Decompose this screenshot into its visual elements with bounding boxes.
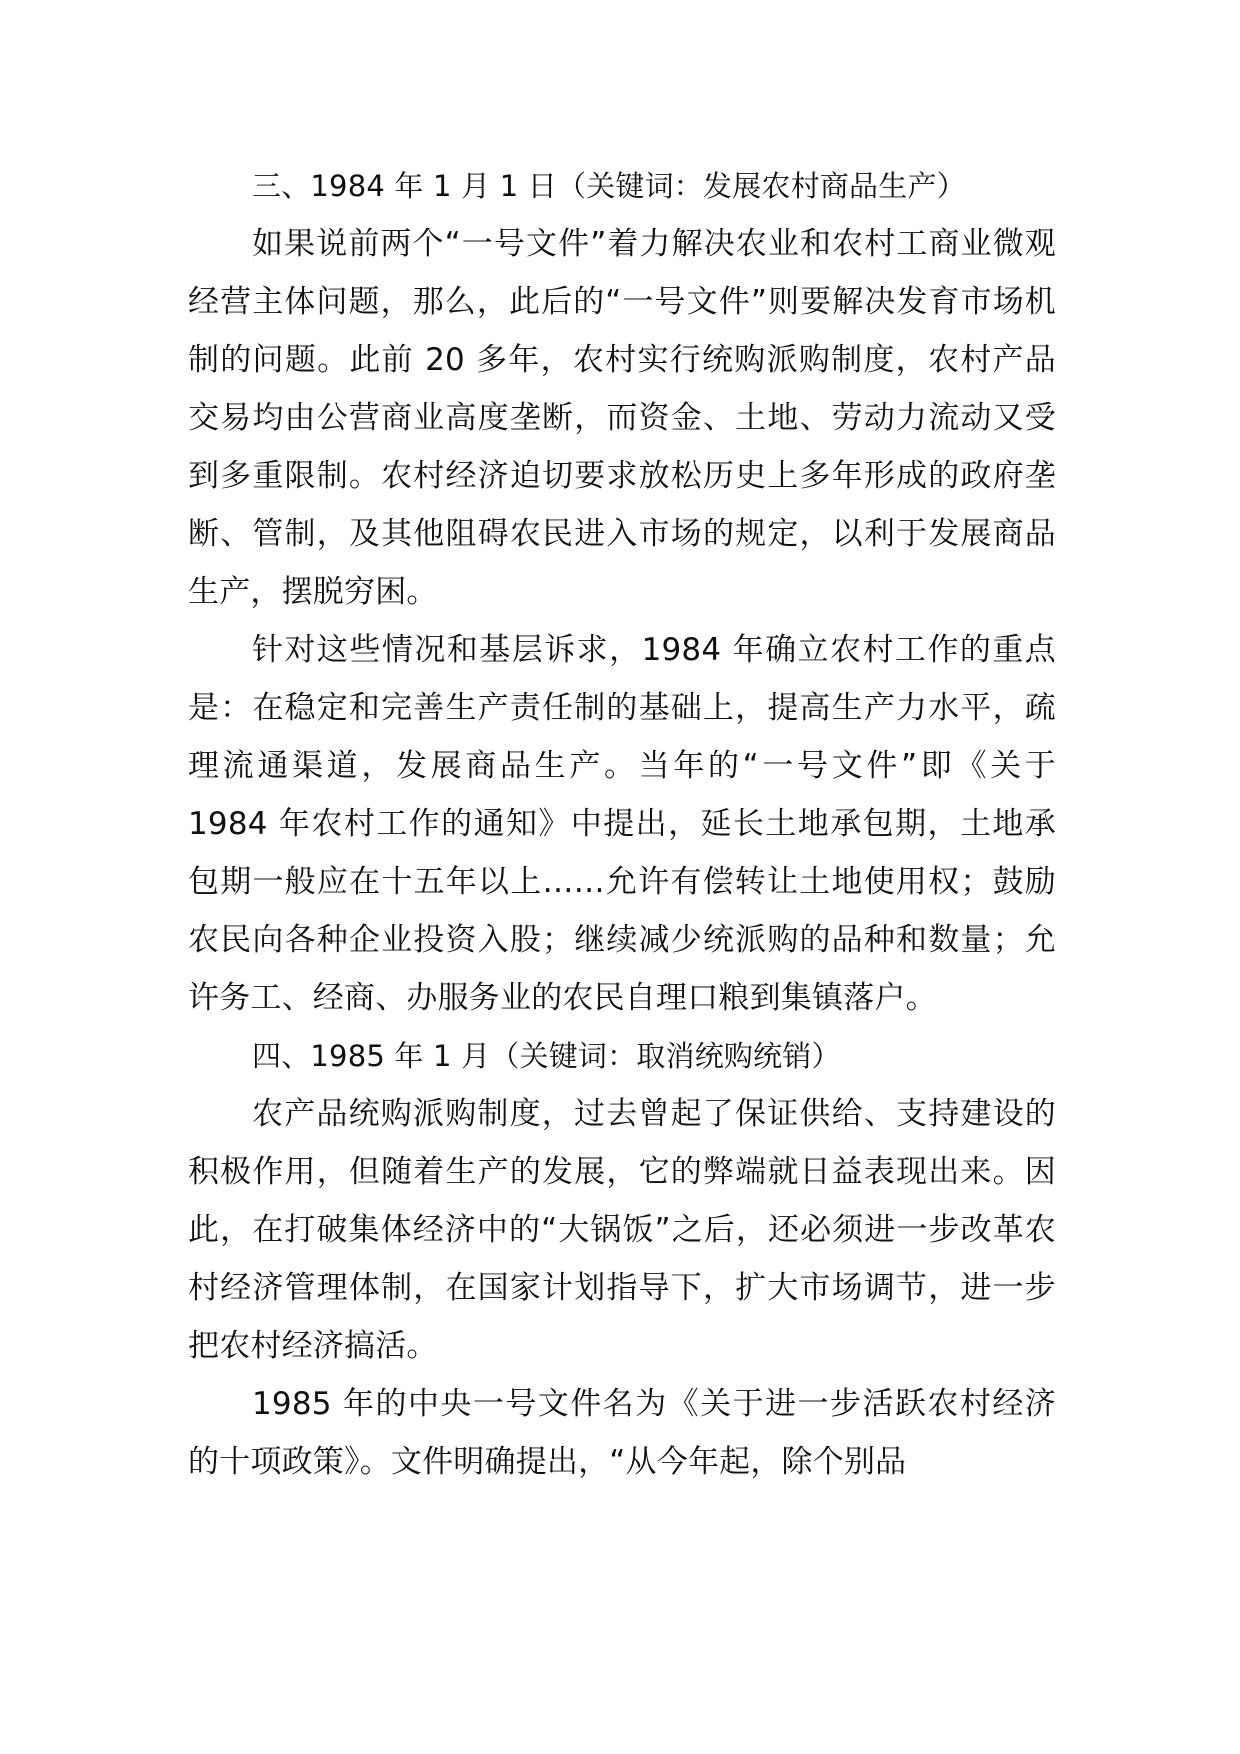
paragraph-1984-notice: 针对这些情况和基层诉求，1984 年确立农村工作的重点是：在稳定和完善生产责任制的基础上，提高生产力水平，疏理流通渠道，发展商品生产。当年的“一号文件”即《关于 1984 年农村工作的通知》中提出，延长土地承包期，土地承包期一般应在十五年以上……允许有偿转让土地使用权；鼓励农民向各种企业投资入股；继续减少统派购的品种和数量；允许务工、经商、办服务业的农民自理口粮到集镇落户。: [188, 632, 1056, 1016]
section-heading-1984: 三、1984 年 1 月 1 日（关键词：发展农村商品生产）: [252, 169, 966, 203]
paragraph-purchase-system: 农产品统购派购制度，过去曾起了保证供给、支持建设的积极作用，但随着生产的发展，它的弊端就日益表现出来。因此，在打破集体经济中的“大锅饭”之后，还必须进一步改革农村经济管理体制，在国家计划指导下，扩大市场调节，进一步把农村经济搞活。: [188, 1096, 1056, 1364]
paragraph-market-mechanism: 如果说前两个“一号文件”着力解决农业和农村工商业微观经营主体问题，那么，此后的“一号文件”则要解决发育市场机制的问题。此前 20 多年，农村实行统购派购制度，农村产品交易均由公营商业高度垄断，而资金、土地、劳动力流动又受到多重限制。农村经济迫切要求放松历史上多年形成的政府垄断、管制，及其他阻碍农民进入市场的规定，以利于发展商品生产，摆脱穷困。: [188, 226, 1056, 610]
document-body: [188, 157, 1056, 1491]
paragraph-1985-document: 1985 年的中央一号文件名为《关于进一步活跃农村经济的十项政策》。文件明确提出，“从今年起，除个别品: [188, 1386, 1056, 1480]
section-heading-1985: 四、1985 年 1 月（关键词：取消统购统销）: [252, 1039, 841, 1073]
